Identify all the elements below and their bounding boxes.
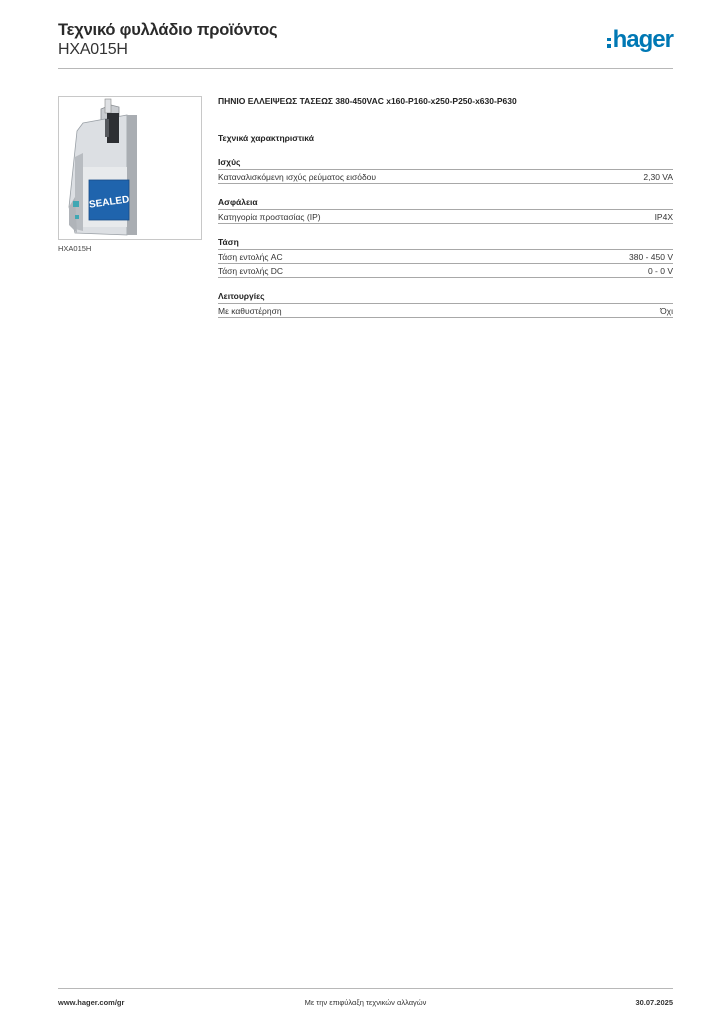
spec-group-voltage [218,236,673,278]
footer-divider [58,988,673,989]
product-image [58,96,202,240]
spec-value: 2,30 VA [643,172,673,182]
spec-row [218,264,673,278]
spec-label: Καταναλισκόμενη ισχύς ρεύματος εισόδου [218,172,377,182]
spec-label: Τάση εντολής DC [218,266,284,276]
hager-logo [607,25,673,55]
spec-group-safety [218,196,673,224]
page-subtitle: HXA015H [58,41,128,58]
product-title: ΠΗΝΙΟ ΕΛΛΕΙΨΕΩΣ ΤΑΣΕΩΣ 380-450VAC x160-P160-x250-P250-x630-P630 [218,96,517,106]
footer-note: Με την επιφύλαξη τεχνικών αλλαγών [304,998,427,1007]
spec-group-power [218,156,673,184]
product-illustration [59,97,202,240]
spec-group-title: Τάση [218,236,673,250]
spec-label: Με καθυστέρηση [218,306,282,316]
spec-group-title: Ασφάλεια [218,196,673,210]
specs-heading: Τεχνικά χαρακτηριστικά [218,133,314,143]
spec-label: Κατηγορία προστασίας (IP) [218,212,321,222]
footer-date: 30.07.2025 [635,998,673,1007]
spec-group-title: Λειτουργίες [218,290,673,304]
footer-website-link[interactable]: www.hager.com/gr [58,998,125,1007]
logo-dots-icon [607,38,611,48]
header-divider [58,68,673,69]
spec-value: IP4X [654,212,673,222]
spec-label: Τάση εντολής AC [218,252,283,262]
page-header [58,20,673,70]
logo-text: hager [612,26,673,53]
spec-row [218,304,673,318]
image-caption: HXA015H [58,244,92,253]
spec-value: 380 - 450 V [629,252,673,262]
spec-value: 0 - 0 V [647,266,673,276]
page-title: Τεχνικό φυλλάδιο προϊόντος [58,21,278,39]
spec-group-title: Ισχύς [218,156,673,170]
spec-row [218,170,673,184]
spec-row [218,250,673,264]
spec-value: Όχι [660,306,673,316]
sealed-label: SEALED [88,194,131,211]
spec-row [218,210,673,224]
spec-content [218,95,673,318]
spec-group-functions [218,290,673,318]
